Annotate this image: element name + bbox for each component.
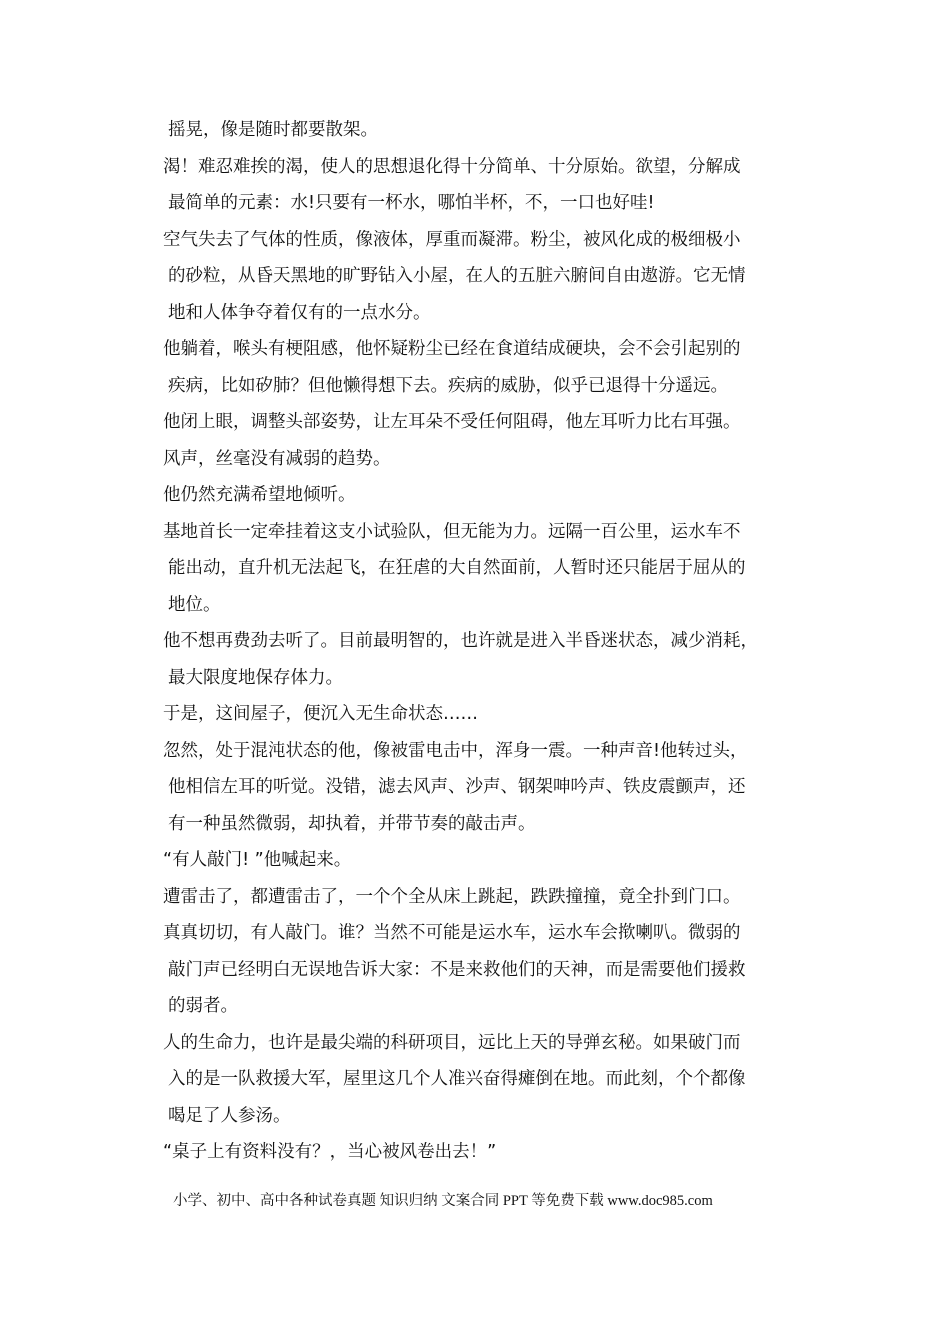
paragraph <box>163 477 823 514</box>
text-line: 入的是一队救援大军，屋里这几个人准兴奋得瘫倒在地。而此刻，个个都像 <box>168 1069 746 1089</box>
text-line: 最大限度地保存体力。 <box>168 667 343 688</box>
text-line: 最简单的元素：水!只要有一杯水，哪怕半杯，不，一口也好哇! <box>168 193 655 213</box>
paragraph <box>163 879 823 916</box>
text-line: 他躺着，喉头有梗阻感，他怀疑粉尘已经在食道结成硬块，会不会引起别的 <box>163 339 741 359</box>
text-line: “有人敲门! ”他喊起来。 <box>163 850 352 870</box>
text-line: 忽然，处于混沌状态的他，像被雷电击中，浑身一震。一种声音!他转过头， <box>163 740 748 761</box>
text-line: 遭雷击了，都遭雷击了，一个个全从床上跳起，跌跌撞撞，竟全扑到门口。 <box>163 886 741 907</box>
text-line: “桌子上有资料没有？，当心被风卷出去！” <box>163 1142 497 1162</box>
text-line: 有一种虽然微弱，却执着，并带节奏的敲击声。 <box>168 813 536 834</box>
text-line: 渴！难忍难挨的渴，使人的思想退化得十分简单、十分原始。欲望，分解成 <box>163 156 741 177</box>
text-line: 他仍然充满希望地倾听。 <box>163 485 356 505</box>
text-line: 的砂粒，从昏天黑地的旷野钻入小屋，在人的五脏六腑间自由遨游。它无情 <box>168 266 746 286</box>
paragraph <box>163 1134 823 1171</box>
text-line: 风声，丝毫没有减弱的趋势。 <box>163 448 391 469</box>
text-line: 能出动，直升机无法起飞，在狂虐的大自然面前，人暂时还只能居于屈从的 <box>168 558 746 578</box>
text-line: 疾病，比如矽肺？但他懒得想下去。疾病的威胁，似乎已退得十分遥远。 <box>168 375 728 396</box>
text-line: 空气失去了气体的性质，像液体，厚重而凝滞。粉尘，被风化成的极细极小 <box>163 229 741 250</box>
text-line: 于是，这间屋子，便沉入无生命状态…… <box>163 704 478 724</box>
text-line: 真真切切，有人敲门。谁？当然不可能是运水车，运水车会揿喇叭。微弱的 <box>163 923 741 943</box>
text-line: 他不想再费劲去听了。目前最明智的，也许就是进入半昏迷状态，减少消耗， <box>163 631 758 651</box>
text-line: 地位。 <box>168 594 221 615</box>
paragraph <box>163 331 823 404</box>
body-text <box>163 112 823 1171</box>
text-line: 的弱者。 <box>168 996 238 1016</box>
text-line: 喝足了人参汤。 <box>168 1105 291 1126</box>
paragraph <box>163 1025 823 1135</box>
text-line: 他闭上眼，调整头部姿势，让左耳朵不受任何阻碍，他左耳听力比右耳强。 <box>163 412 741 432</box>
paragraph <box>163 441 823 478</box>
paragraph <box>163 404 823 441</box>
paragraph <box>163 149 823 222</box>
paragraph <box>163 623 823 696</box>
paragraph <box>163 112 823 149</box>
text-line: 基地首长一定牵挂着这支小试验队，但无能为力。远隔一百公里，运水车不 <box>163 521 741 542</box>
text-line: 敲门声已经明白无误地告诉大家：不是来救他们的天神，而是需要他们援救 <box>168 959 746 980</box>
paragraph <box>163 733 823 843</box>
paragraph <box>163 514 823 624</box>
text-line: 地和人体争夺着仅有的一点水分。 <box>168 302 431 323</box>
text-line: 他相信左耳的听觉。没错，滤去风声、沙声、钢架呻吟声、铁皮震颤声，还 <box>168 777 746 797</box>
text-line: 摇晃，像是随时都要散架。 <box>168 120 378 140</box>
paragraph <box>163 915 823 1025</box>
text-line: 人的生命力，也许是最尖端的科研项目，远比上天的导弹玄秘。如果破门而 <box>163 1032 741 1053</box>
paragraph <box>163 222 823 332</box>
footer-banner: 小学、初中、高中各种试卷真题 知识归纳 文案合同 PPT 等免费下载 www.doc985.com <box>173 1193 713 1209</box>
paragraph <box>163 842 823 879</box>
paragraph <box>163 696 823 733</box>
